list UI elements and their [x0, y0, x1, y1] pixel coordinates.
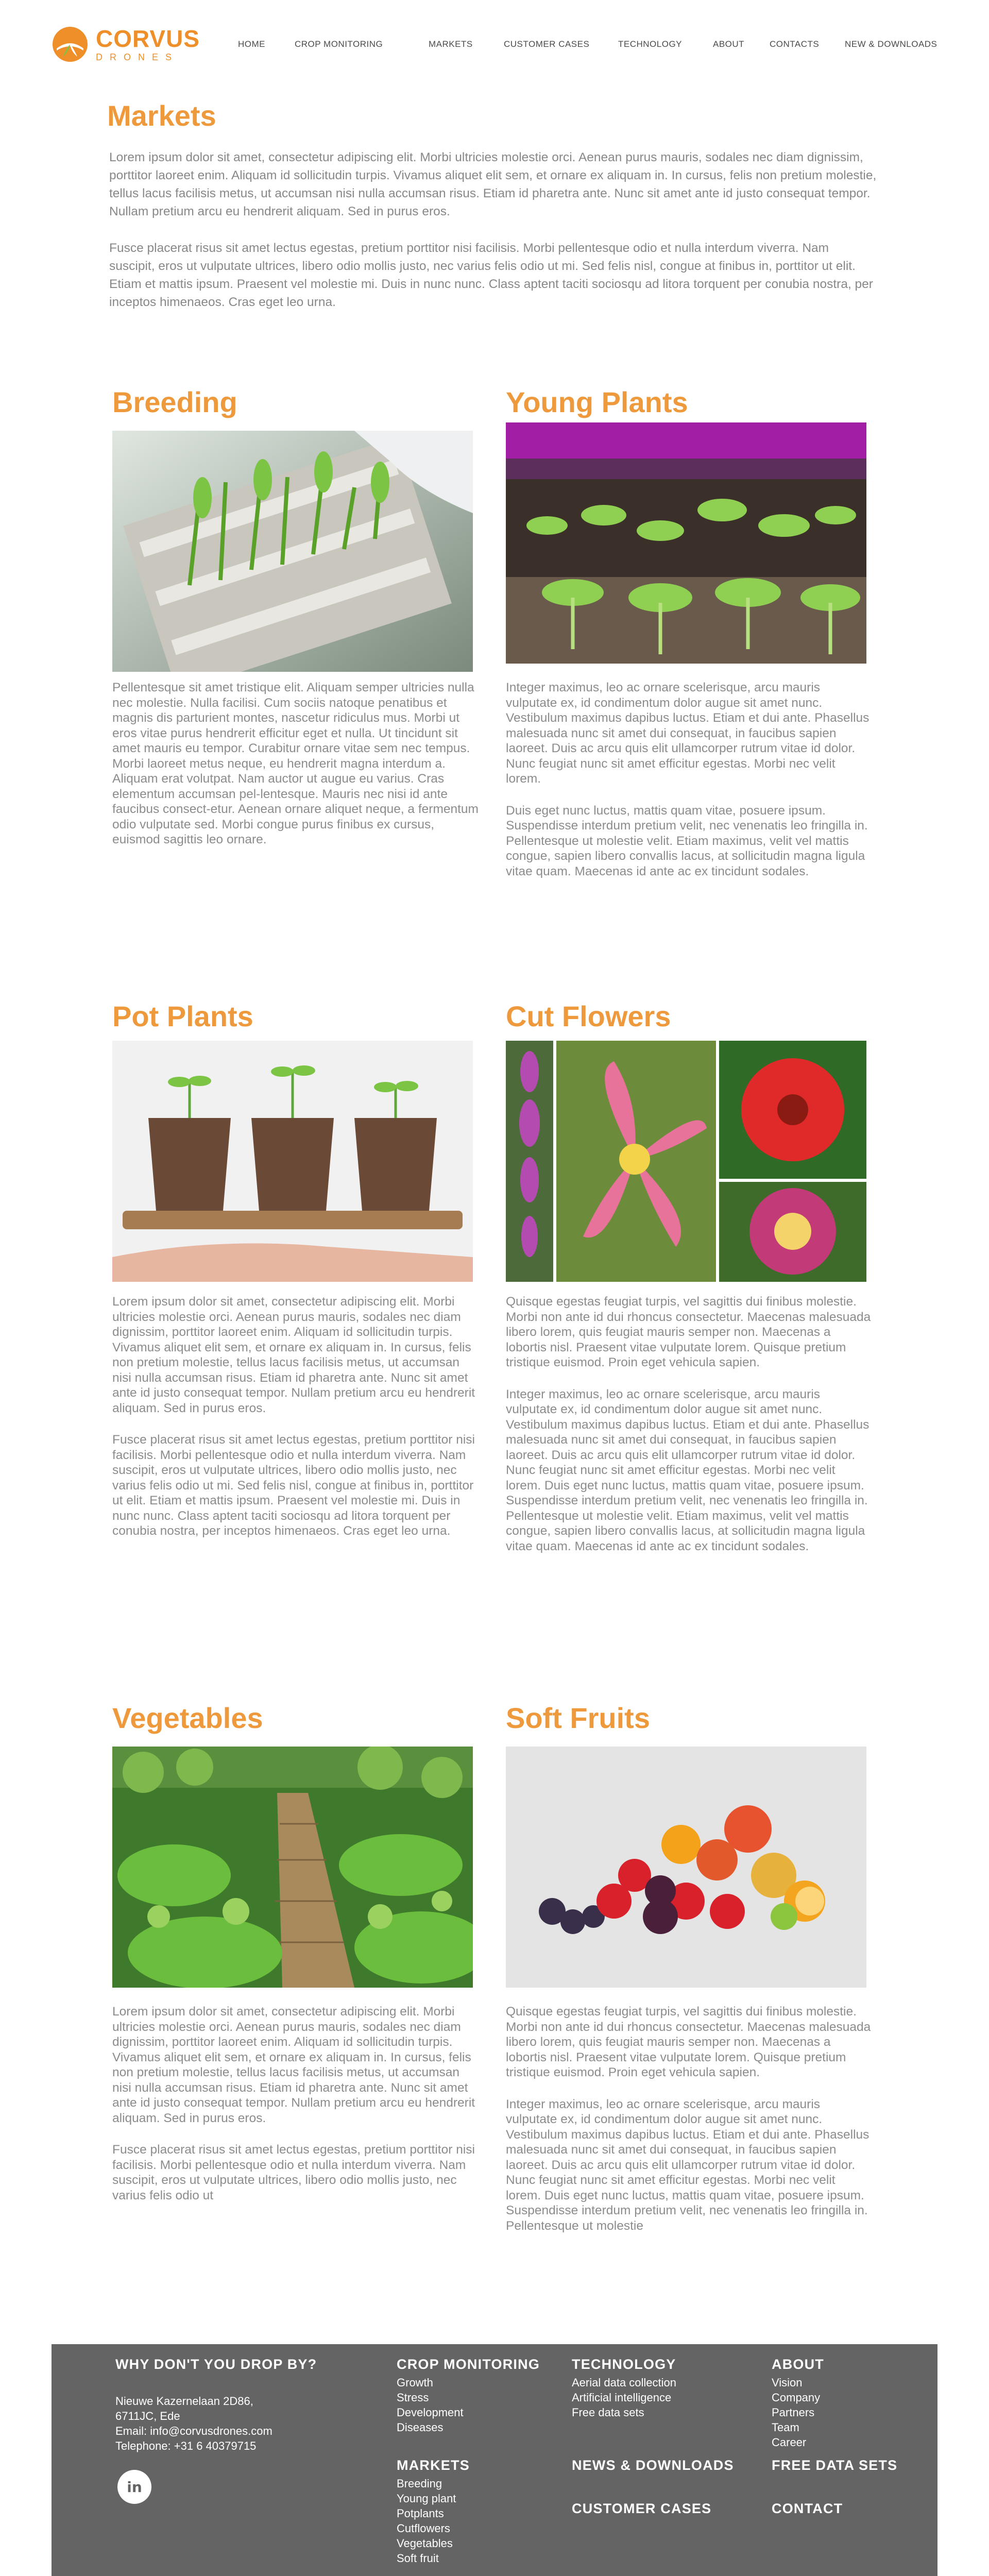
vegetables-photo	[112, 1747, 473, 1988]
nav-customer-cases[interactable]: CUSTOMER CASES	[504, 39, 590, 49]
footer-link[interactable]: Growth	[397, 2376, 433, 2389]
footer-link[interactable]: Aerial data collection	[572, 2376, 677, 2389]
footer-technology-list	[572, 2375, 676, 2420]
footer-link[interactable]: Career	[772, 2436, 807, 2449]
footer-link[interactable]: Soft fruit	[397, 2552, 439, 2565]
nav-crop-monitoring[interactable]: CROP MONITORING	[295, 39, 383, 49]
footer-link[interactable]: Diseases	[397, 2421, 444, 2434]
footer-link[interactable]: Company	[772, 2391, 821, 2404]
footer-link[interactable]: Vision	[772, 2376, 803, 2389]
page-title: Markets	[107, 99, 216, 132]
footer-link[interactable]: Artificial intelligence	[572, 2391, 672, 2404]
brand-subtitle: DRONES	[96, 52, 179, 62]
footer-about-heading[interactable]: ABOUT	[772, 2357, 824, 2372]
footer-customer-cases-heading[interactable]: CUSTOMER CASES	[572, 2501, 712, 2516]
footer-link[interactable]: Free data sets	[572, 2406, 644, 2419]
pot-plants-photo	[112, 1041, 473, 1282]
footer-crop-monitoring-list	[397, 2375, 464, 2435]
footer-link[interactable]: Young plant	[397, 2492, 456, 2505]
footer-technology-heading[interactable]: TECHNOLOGY	[572, 2357, 676, 2372]
nav-markets[interactable]: MARKETS	[429, 39, 473, 49]
soft-fruits-photo	[506, 1747, 866, 1988]
footer-markets-heading[interactable]: MARKETS	[397, 2458, 470, 2473]
breeding-photo	[112, 431, 473, 672]
section-title-vegetables: Vegetables	[112, 1702, 263, 1734]
email-link[interactable]: Email: info@corvusdrones.com	[115, 2425, 272, 2437]
linkedin-icon[interactable]	[117, 2470, 151, 2504]
section-title-young-plants: Young Plants	[506, 386, 688, 418]
footer-link[interactable]: Potplants	[397, 2507, 444, 2520]
address-line: Nieuwe Kazernelaan 2D86,	[115, 2395, 253, 2408]
footer-link[interactable]: Cutflowers	[397, 2522, 450, 2535]
section-paragraph: Integer maximus, leo ac ornare scelerisque, arcu mauris vulputate ex, id condimentum dolor augue sit amet nunc. Vestibulum maximus dapibus luctus. Etiam et dui ante. Phasellus malesuada nunc sit amet dui consequat, in faucibus sapien laoreet. Duis ac arcu quis elit ullamcorper rutrum vitae id dolor. Nunc feugiat nunc sit amet efficitur egestas. Morbi nec velit lorem. Duis eget nunc luctus, mattis quam vitae, posuere ipsum. Suspendisse interdum pretium velit, nec venenatis leo fringilla in. Pellentesque ut molestie	[506, 2097, 869, 2233]
footer-address	[115, 2394, 272, 2453]
footer-free-data-sets-heading[interactable]: FREE DATA SETS	[772, 2458, 898, 2473]
footer-link[interactable]: Partners	[772, 2406, 815, 2419]
linkedin-label: in	[127, 2478, 142, 2496]
footer-about-list	[772, 2375, 820, 2450]
young-plants-photo	[506, 422, 866, 664]
nav-home[interactable]: HOME	[238, 39, 265, 49]
site-footer	[52, 2344, 937, 2576]
main-nav	[0, 39, 989, 52]
section-title-breeding: Breeding	[112, 386, 237, 418]
address-line: 6711JC, Ede	[115, 2410, 180, 2422]
footer-link[interactable]: Development	[397, 2406, 464, 2419]
section-text-young-plants	[506, 680, 873, 895]
intro-text	[109, 148, 877, 330]
section-title-soft-fruits: Soft Fruits	[506, 1702, 650, 1734]
footer-visit-heading: WHY DON'T YOU DROP BY?	[115, 2357, 317, 2372]
section-paragraph: Fusce placerat risus sit amet lectus egestas, pretium porttitor nisi facilisis. Morbi pellentesque odio et nulla interdum viverra. Nam suscipit, eros ut vulputate ultrices, libero odio mollis justo, nec varius felis odio ut	[112, 2143, 475, 2202]
section-text-soft-fruits	[506, 2004, 873, 2250]
footer-news-downloads-heading[interactable]: NEWS & DOWNLOADS	[572, 2458, 734, 2473]
brand-name: CORVUS	[96, 25, 200, 52]
section-paragraph: Pellentesque sit amet tristique elit. Aliquam semper ultricies nulla nec molestie. Nulla facilisi. Cum sociis natoque penatibus et magnis dis parturient montes, nascetur ridiculus mus. Morbi ut eros vitae purus hendrerit efficitur eget et nulla. Ut tincidunt sit amet mauris eu tempor. Curabitur ornare vitae sem nec tempus. Morbi laoreet metus neque, eu hendrerit magna interdum a. Aliquam erat volutpat. Nam auctor ut augue eu varius. Cras elementum accumsan pel-lentesque. Mauris nec nisi id ante faucibus consect-etur. Aenean ornare aliquet neque, a fermentum odio vulputate sed. Morbi congue purus finibus ex cursus, euismod sagittis leo ornare.	[112, 681, 479, 846]
section-paragraph: Duis eget nunc luctus, mattis quam vitae, posuere ipsum. Suspendisse interdum pretium velit, nec venenatis leo fringilla in. Pellentesque ut molestie velit. Etiam maximus, velit vel mattis congue, sapien libero convallis lacus, at sollicitudin magna ligula vitae quam. Maecenas id ante ac ex tincidunt sodales.	[506, 803, 868, 878]
section-paragraph: Lorem ipsum dolor sit amet, consectetur adipiscing elit. Morbi ultricies molestie orci. Aenean purus mauris, sodales nec diam dignissim, porttitor laoreet enim. Aliquam id sollicitudin turpis. Vivamus aliquet elit sem, et ornare ex aliquam in. In cursus, felis non pretium molestie, tellus lacus facilisis metus, ut accumsan nisi nulla accumsan risus. Etiam id pharetra ante. Nunc sit amet ante id justo consequat tempor. Nullam pretium arcu eu hendrerit aliquam. Sed in purus eros.	[112, 2005, 475, 2125]
section-paragraph: Integer maximus, leo ac ornare scelerisque, arcu mauris vulputate ex, id condimentum dolor augue sit amet nunc. Vestibulum maximus dapibus luctus. Etiam et dui ante. Phasellus malesuada nunc sit amet dui consequat, in faucibus sapien laoreet. Duis ac arcu quis elit ullamcorper rutrum vitae id dolor. Nunc feugiat nunc sit amet efficitur egestas. Morbi nec velit lorem.	[506, 681, 869, 786]
section-text-breeding	[112, 680, 479, 864]
footer-contact-heading[interactable]: CONTACT	[772, 2501, 843, 2516]
section-paragraph: Quisque egestas feugiat turpis, vel sagittis dui finibus molestie. Morbi non ante id dui rhoncus consectetur. Maecenas malesuada libero lorem, quis feugiat mauris semper non. Maecenas a lobortis nisl. Praesent vitae vulputate lorem. Quisque pretium tristique euismod. Proin eget vehicula sapien.	[506, 1295, 871, 1369]
footer-link[interactable]: Vegetables	[397, 2537, 453, 2550]
intro-paragraph: Fusce placerat risus sit amet lectus egestas, pretium porttitor nisi facilisis. Morbi pellentesque odio et nulla interdum viverra. Nam suscipit, eros ut vulputate ultrices, libero odio mollis justo, nec varius felis odio ut mi. Sed felis nisl, congue at finibus in, porttitor ut elit. Etiam et mattis ipsum. Praesent vel molestie mi. Duis in nunc nunc. Class aptent taciti sociosqu ad litora torquent per conubia nostra, per inceptos himenaeos. Cras eget leo urna.	[109, 241, 873, 309]
intro-paragraph: Lorem ipsum dolor sit amet, consectetur adipiscing elit. Morbi ultricies molestie orci. Aenean purus mauris, sodales nec diam dignissim, porttitor laoreet enim. Aliquam id sollicitudin turpis. Vivamus aliquet elit sem, et ornare ex aliquam in. In cursus, felis non pretium molestie, tellus lacus facilisis metus, ut accumsan nisi nulla accumsan risus. Etiam id pharetra ante. Nunc sit amet ante id justo consequat tempor. Nullam pretium arcu eu hendrerit aliquam. Sed in purus eros.	[109, 150, 877, 218]
nav-about[interactable]: ABOUT	[713, 39, 745, 49]
section-title-cut-flowers: Cut Flowers	[506, 1000, 671, 1032]
footer-crop-monitoring-heading[interactable]: CROP MONITORING	[397, 2357, 540, 2372]
section-paragraph: Quisque egestas feugiat turpis, vel sagittis dui finibus molestie. Morbi non ante id dui rhoncus consectetur. Maecenas malesuada libero lorem, quis feugiat mauris semper non. Maecenas a lobortis nisl. Praesent vitae vulputate lorem. Quisque pretium tristique euismod. Proin eget vehicula sapien.	[506, 2005, 871, 2079]
nav-news-downloads[interactable]: NEW & DOWNLOADS	[845, 39, 937, 49]
telephone-link[interactable]: Telephone: +31 6 40379715	[115, 2439, 257, 2452]
nav-contacts[interactable]: CONTACTS	[770, 39, 820, 49]
section-title-pot-plants: Pot Plants	[112, 1000, 253, 1032]
nav-technology[interactable]: TECHNOLOGY	[618, 39, 683, 49]
section-text-pot-plants	[112, 1294, 479, 1555]
cut-flowers-photo	[506, 1041, 866, 1282]
footer-link[interactable]: Stress	[397, 2391, 429, 2404]
footer-link[interactable]: Breeding	[397, 2477, 442, 2490]
site-header	[0, 0, 989, 88]
section-paragraph: Lorem ipsum dolor sit amet, consectetur adipiscing elit. Morbi ultricies molestie orci. Aenean purus mauris, sodales nec diam dignissim, porttitor laoreet enim. Aliquam id sollicitudin turpis. Vivamus aliquet elit sem, et ornare ex aliquam in. In cursus, felis non pretium molestie, tellus lacus facilisis metus, ut accumsan nisi nulla accumsan risus. Etiam id pharetra ante. Nunc sit amet ante id justo consequat tempor. Nullam pretium arcu eu hendrerit aliquam. Sed in purus eros.	[112, 1295, 475, 1415]
section-paragraph: Fusce placerat risus sit amet lectus egestas, pretium porttitor nisi facilisis. Morbi pellentesque odio et nulla interdum viverra. Nam suscipit, eros ut vulputate ultrices, libero odio mollis justo, nec varius felis odio ut mi. Sed felis nisl, congue at finibus in, porttitor ut elit. Etiam et mattis ipsum. Praesent vel molestie mi. Duis in nunc nunc. Class aptent taciti sociosqu ad litora torquent per conubia nostra, per inceptos himenaeos. Cras eget leo urna.	[112, 1433, 475, 1538]
footer-link[interactable]: Team	[772, 2421, 799, 2434]
footer-markets-list	[397, 2476, 456, 2566]
section-text-vegetables	[112, 2004, 479, 2219]
section-paragraph: Integer maximus, leo ac ornare scelerisque, arcu mauris vulputate ex, id condimentum dolor augue sit amet nunc. Vestibulum maximus dapibus luctus. Etiam et dui ante. Phasellus malesuada nunc sit amet dui consequat, in faucibus sapien laoreet. Duis ac arcu quis elit ullamcorper rutrum vitae id dolor. Nunc feugiat nunc sit amet efficitur egestas. Morbi nec velit lorem. Duis eget nunc luctus, mattis quam vitae, posuere ipsum. Suspendisse interdum pretium velit, nec venenatis leo fringilla in. Pellentesque ut molestie velit. Etiam maximus, velit vel mattis congue, sapien libero convallis lacus, at sollicitudin magna ligula vitae quam. Maecenas id ante ac ex tincidunt sodales.	[506, 1387, 869, 1553]
section-text-cut-flowers	[506, 1294, 873, 1570]
